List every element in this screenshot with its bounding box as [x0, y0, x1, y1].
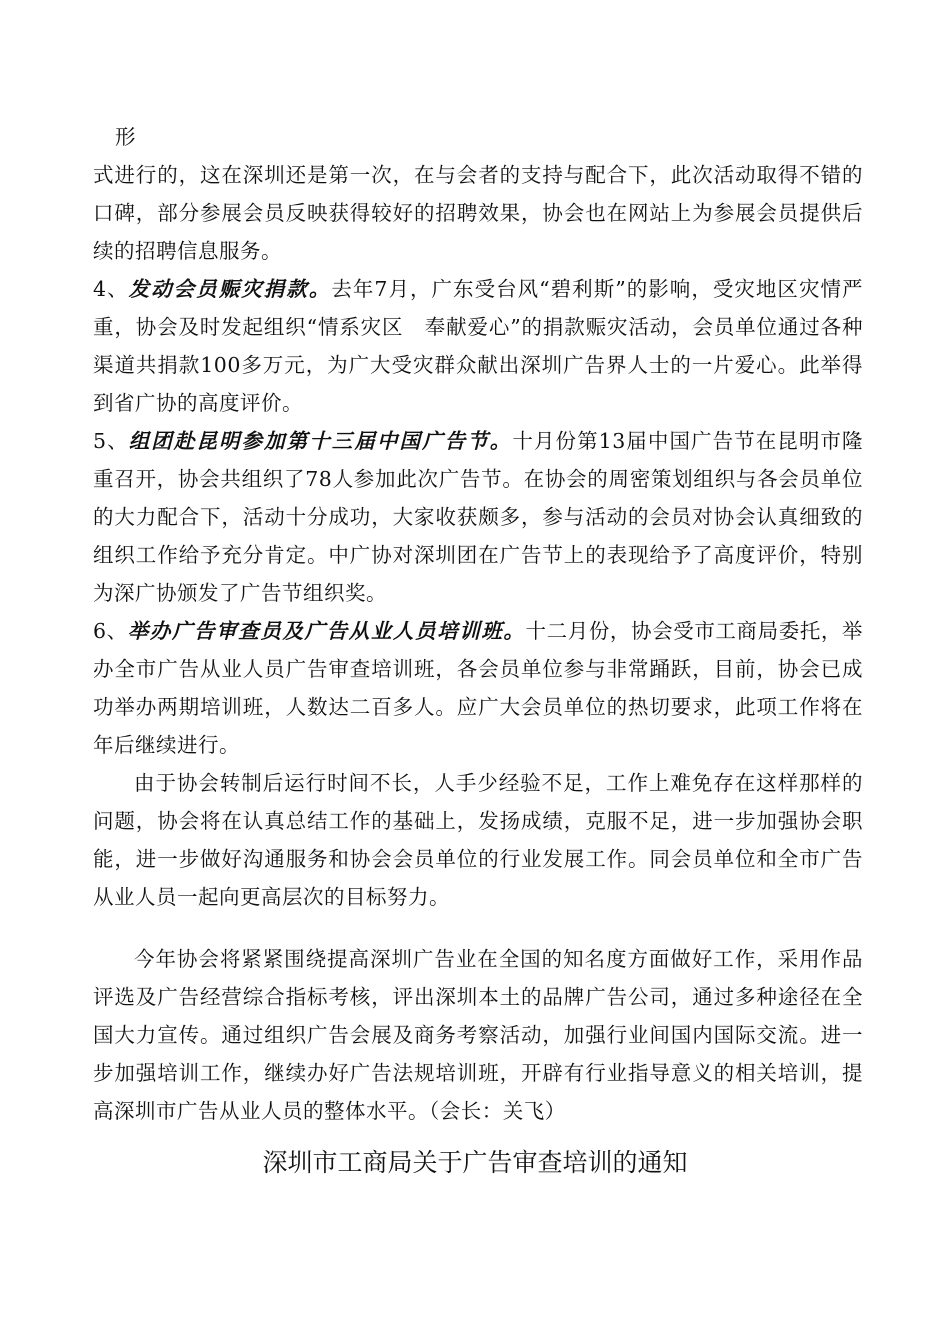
list-item-heading: 发动会员赈灾捐款。	[128, 277, 332, 301]
list-item-body: 十月份第13届中国广告节在昆明市隆重召开，协会共组织了78人参加此次广告节。在协会的周密策划组织与各会员单位的大力配合下，活动十分成功，大家收获颇多，参与活动的会员对协会认真细致的组织工作给予充分肯定。中广协对深圳团在广告节上的表现给予了高度评价，特别为深广协颁发了广告节组织奖。	[93, 429, 864, 605]
list-item-5	[93, 422, 863, 612]
paragraph-summary: 由于协会转制后运行时间不长，人手少经验不足，工作上难免存在这样那样的问题，协会将在认真总结工作的基础上，发扬成绩，克服不足，进一步加强协会职能，进一步做好沟通服务和协会会员单位的行业发展工作。同会员单位和全市广告从业人员一起向更高层次的目标努力。	[93, 771, 863, 909]
list-item-body: 去年7月，广东受台风“碧利斯”的影响，受灾地区灾情严重，协会及时发起组织“情系灾区 奉献爱心”的捐款赈灾活动，会员单位通过各种渠道共捐款100多万元，为广大受灾群众献出深圳广告界人士的一片爱心。此举得到省广协的高度评价。	[93, 277, 863, 415]
list-item-4	[93, 270, 863, 422]
list-item-number: 5、	[93, 429, 129, 453]
list-item-heading: 举办广告审查员及广告从业人员培训班。	[127, 619, 526, 643]
list-item-number: 4、	[93, 277, 129, 301]
text-fragment: 形	[115, 125, 136, 149]
list-item-6	[93, 612, 863, 764]
list-item-heading: 组团赴昆明参加第十三届中国广告节。	[128, 429, 513, 453]
notice-title: 深圳市工商局关于广告审查培训的通知	[262, 1148, 688, 1177]
list-item-number: 6、	[93, 619, 128, 643]
list-item-body: 十二月份，协会受市工商局委托，举办全市广告从业人员广告审查培训班，各会员单位参与非常踊跃，目前，协会已成功举办两期培训班，人数达二百多人。应广大会员单位的热切要求，此项工作将在年后继续进行。	[93, 619, 864, 757]
paragraph-plan: 今年协会将紧紧围绕提高深圳广告业在全国的知名度方面做好工作，采用作品评选及广告经营综合指标考核，评出深圳本土的品牌广告公司，通过多种途径在全国大力宣传。通过组织广告会展及商务考察活动，加强行业间国内国际交流。进一步加强培训工作，继续办好广告法规培训班，开辟有行业指导意义的相关培训，提高深圳市广告从业人员的整体水平。（会长：关飞）	[93, 947, 863, 1123]
paragraph-continuation: 式进行的，这在深圳还是第一次，在与会者的支持与配合下，此次活动取得不错的口碑，部分参展会员反映获得较好的招聘效果，协会也在网站上为参展会员提供后续的招聘信息服务。	[93, 163, 863, 263]
